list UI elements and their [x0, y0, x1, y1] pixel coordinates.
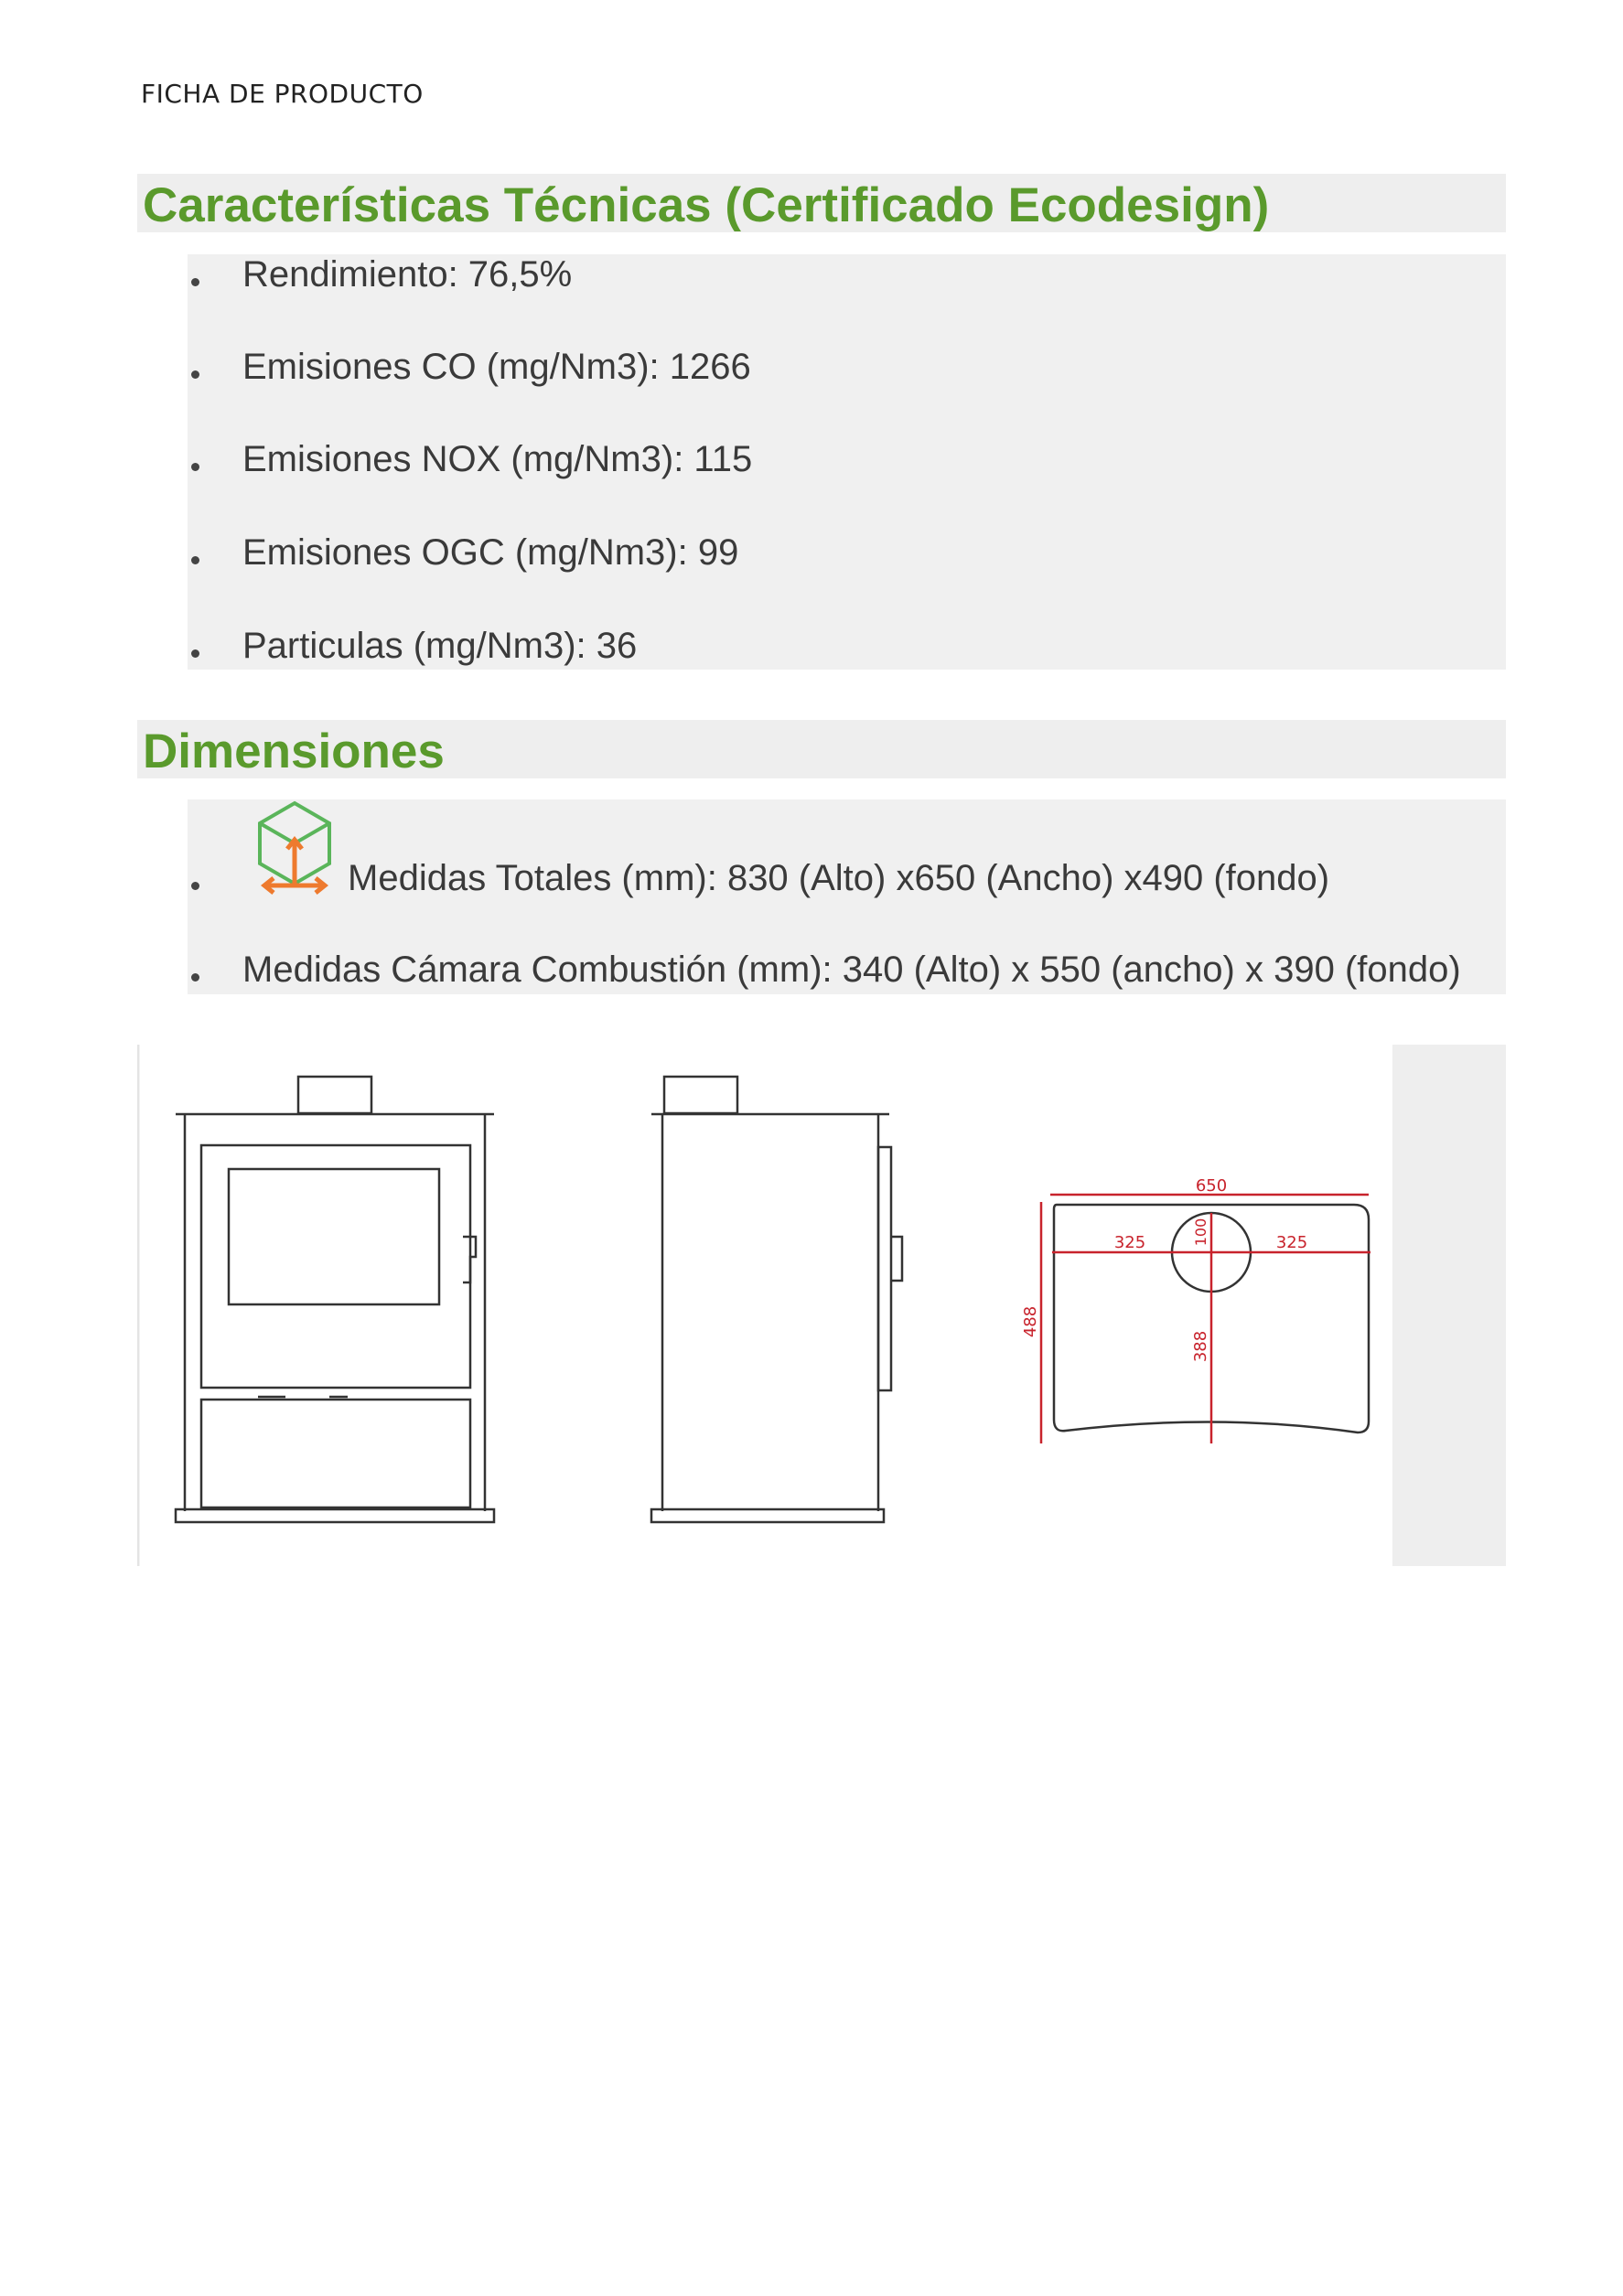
- dimensions-title-bar: [137, 720, 1506, 778]
- dimensions-cube-icon: [253, 799, 336, 895]
- tech-title-bar: [137, 174, 1506, 232]
- bullet-icon: [191, 278, 199, 286]
- top-view-depth-label: 488: [1021, 1305, 1040, 1338]
- page-header: FICHA DE PRODUCTO: [141, 79, 424, 109]
- bullet-icon: [191, 882, 199, 890]
- dimensions-section-title: Dimensiones: [143, 724, 445, 778]
- list-item: [188, 799, 1506, 900]
- tech-item-text: Rendimiento: 76,5%: [242, 254, 573, 295]
- top-view-flue-label: 100: [1192, 1218, 1209, 1247]
- tech-item-text: Emisiones OGC (mg/Nm3): 99: [242, 532, 739, 573]
- tech-section-title: Características Técnicas (Certificado Ecodesign): [143, 178, 1270, 232]
- top-view-left-half-label: 325: [1113, 1233, 1146, 1252]
- top-view-width-label: 650: [1195, 1176, 1228, 1196]
- bullet-icon: [191, 973, 199, 982]
- dimensions-list: [188, 799, 1506, 994]
- top-view-right-half-label: 325: [1275, 1233, 1308, 1252]
- tech-item-text: Emisiones CO (mg/Nm3): 1266: [242, 347, 751, 387]
- drawing-side-panel: [1392, 1045, 1506, 1566]
- bullet-icon: [191, 649, 199, 658]
- bullet-icon: [191, 556, 199, 564]
- dimensions-item-text: Medidas Totales (mm): 830 (Alto) x650 (Ancho) x490 (fondo): [348, 858, 1330, 898]
- top-view-flue-depth-label: 388: [1191, 1330, 1210, 1363]
- stove-technical-drawing: [137, 1045, 1506, 1566]
- tech-item-text: Particulas (mg/Nm3): 36: [242, 626, 638, 666]
- tech-item-text: Emisiones NOX (mg/Nm3): 115: [242, 439, 753, 479]
- bullet-icon: [191, 370, 199, 379]
- tech-list: [188, 254, 1506, 670]
- dimensions-item-text: Medidas Cámara Combustión (mm): 340 (Alto) x 550 (ancho) x 390 (fondo): [242, 950, 1461, 990]
- bullet-icon: [191, 463, 199, 471]
